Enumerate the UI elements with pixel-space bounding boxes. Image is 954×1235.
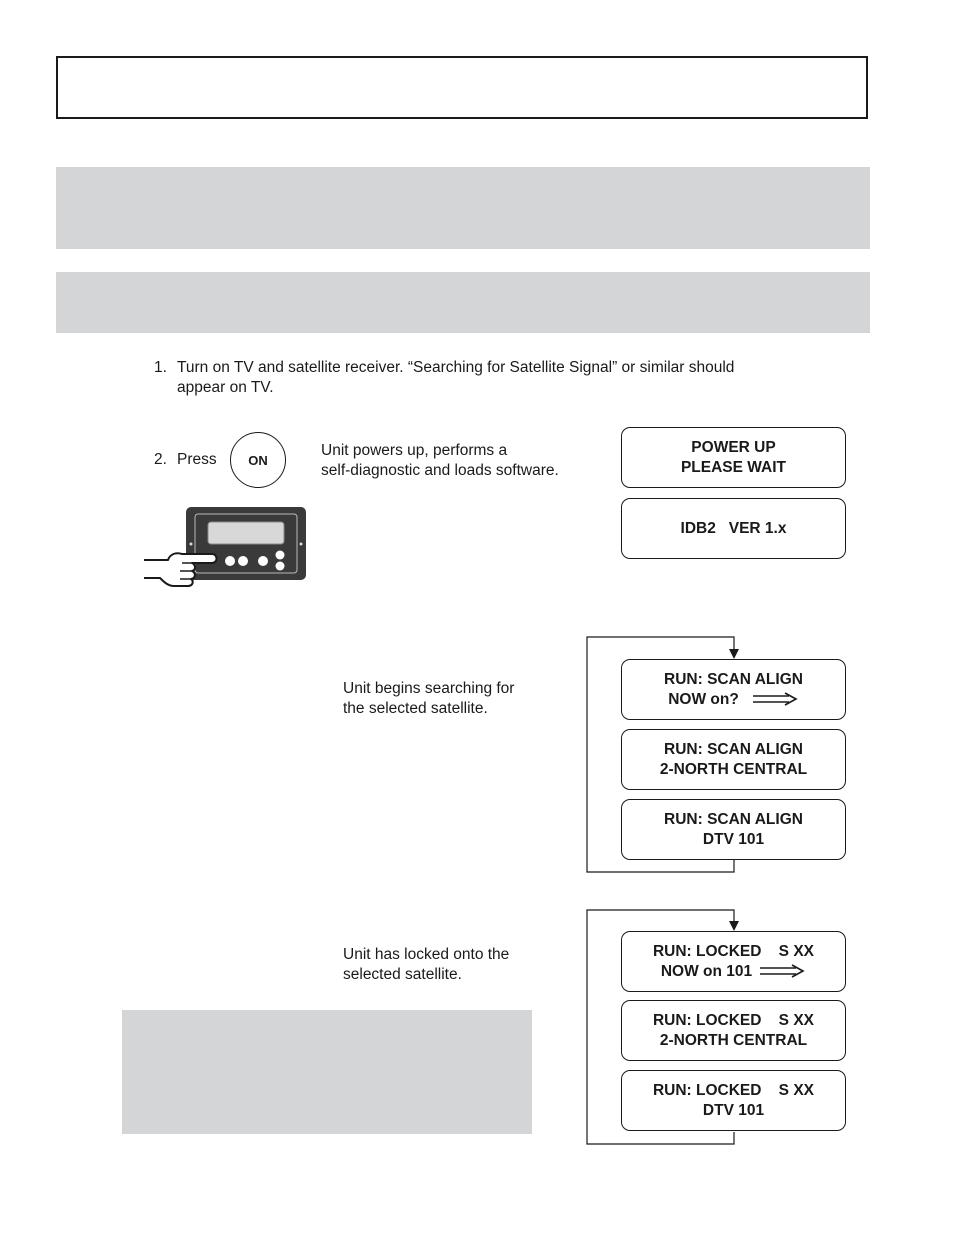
lcd-line-2: 2-NORTH CENTRAL (659, 1031, 808, 1049)
step-2-number: 2. (154, 451, 167, 468)
note-box (122, 1010, 532, 1134)
power-desc-line-2: self-diagnostic and loads software. (321, 461, 559, 479)
lcd-line-2-row (668, 690, 799, 710)
lcd-line-2: NOW on? (668, 690, 739, 708)
lcd-display-locked-satellite (621, 1070, 846, 1131)
double-arrow-icon (751, 692, 799, 706)
lcd-display-locked-region (621, 1000, 846, 1061)
lcd-line-1: RUN: LOCKED S XX (652, 1082, 815, 1099)
lcd-display-scan-now (621, 659, 846, 720)
lcd-line-1: RUN: SCAN ALIGN (664, 671, 803, 688)
search-desc-line-2: the selected satellite. (343, 699, 488, 717)
lcd-line-2: DTV 101 (702, 1101, 765, 1119)
lcd-line-2: NOW on 101 (660, 962, 753, 980)
lcd-display-locked-now (621, 931, 846, 992)
power-desc-line-1: Unit powers up, performs a (321, 442, 508, 459)
press-label: Press (177, 451, 217, 468)
lcd-line-2-row (661, 962, 806, 982)
locked-desc-line-1: Unit has locked onto the (343, 946, 510, 963)
locked-description (343, 945, 509, 984)
lcd-line-2: PLEASE WAIT (680, 458, 787, 476)
step-1-line-1: Turn on TV and satellite receiver. “Searching for Satellite Signal” or similar should (177, 359, 735, 376)
lcd-line-1: RUN: SCAN ALIGN (664, 811, 803, 828)
lcd-display-scan-region (621, 729, 846, 790)
on-button-icon: ON (230, 432, 286, 488)
lcd-line-1: RUN: SCAN ALIGN (664, 741, 803, 758)
double-arrow-icon (758, 964, 806, 978)
locked-desc-line-2: selected satellite. (343, 965, 462, 983)
step-1-number: 1. (154, 359, 167, 376)
lcd-line-1: IDB2 VER 1.x (680, 519, 787, 537)
lcd-line-1: RUN: LOCKED S XX (652, 1012, 815, 1029)
search-desc-line-1: Unit begins searching for (343, 680, 515, 697)
lcd-line-1: POWER UP (691, 439, 776, 456)
lcd-line-1: RUN: LOCKED S XX (652, 943, 815, 960)
lcd-display-scan-satellite (621, 799, 846, 860)
step-1-line-2: appear on TV. (177, 379, 274, 396)
lcd-line-2: DTV 101 (702, 830, 765, 848)
lcd-line-2: 2-NORTH CENTRAL (659, 760, 808, 778)
